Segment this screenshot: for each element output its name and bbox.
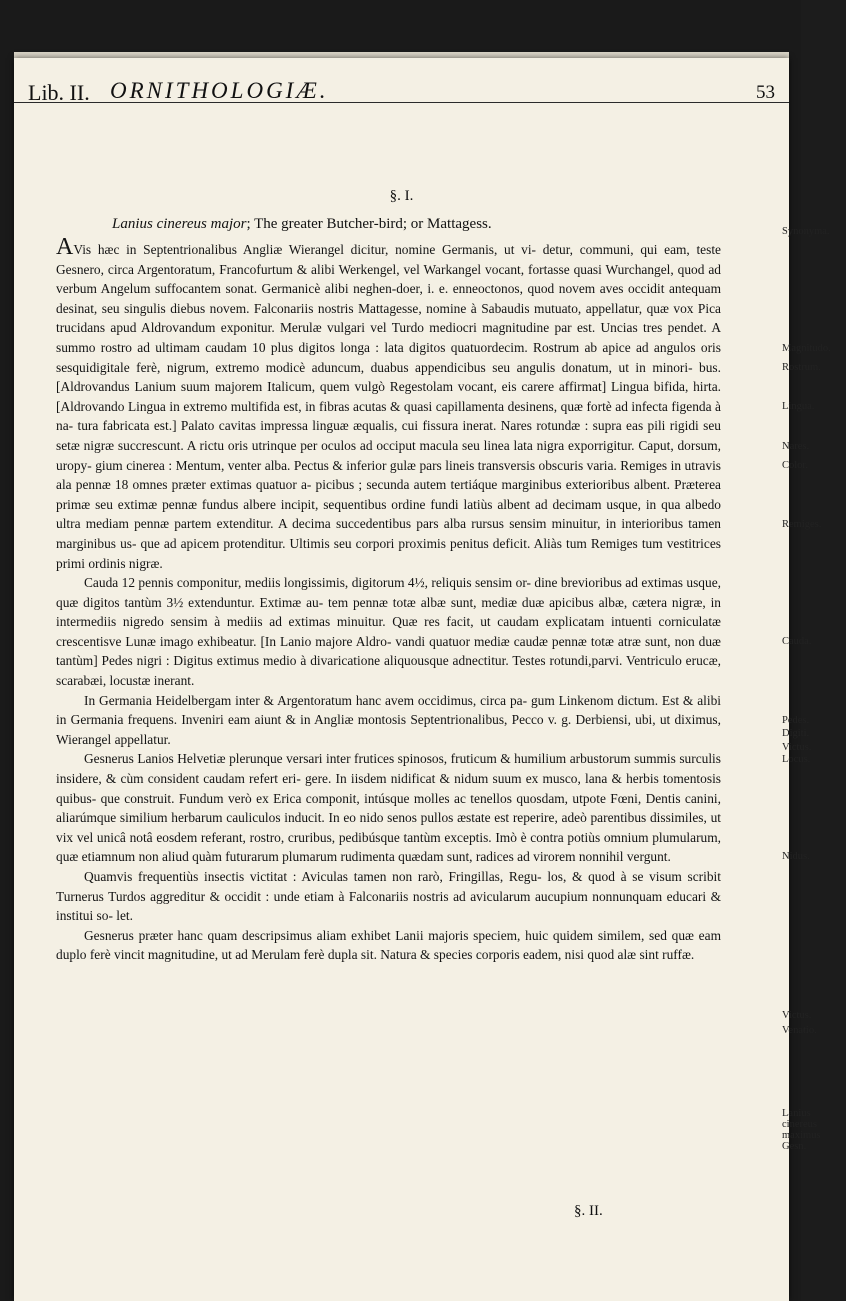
next-section-number: §. II. xyxy=(574,1203,603,1219)
paragraph-food: Quamvis frequentiùs insectis victitat : Aviculas tamen non rarò, Fringillas, Regu- los, & quod à se visum scribit Turnerus Turdos aggreditur & occidit : unde etiam à Falconariis nostris ad avicularum aucupium nonnunquam educari & institui so- let. xyxy=(56,869,721,924)
paragraph-description: AVis hæc in Septentrionalibus Angliæ Wierangel dicitur, nomine Germanis, ut vi- detur, communi, qui eam, teste Gesnero, circa Argentoratum, Francofurtum & alibi Werkengel, vel Warkangel vocant, fortasse quasi Wurchangel, quod ad verbum Angelum suffocantem sonat. Germanicè alibi neghen-doer, i. e. enneoctonos, quod novem aves occidit antequam desinat, seu singulis diebus novem. Falconariis nostris Mattagesse, nomine à Sabaudis mutuato, appellatur, quæ vox Pica trucidans apud Aldrovandum exponitur. Merulæ vulgari vel Turdo mediocri magnitudine par est. Uncias tres pendet. A summo rostro ad ultimam caudam 10 plus digitos longa : lata digitos quatuordecim. Rostrum ab apice ad angulos oris sesquidigitale ferè, nigrum, extremo modicè aduncum, duabus appendicibus seu angulis donatum, ut in minori- bus. [Aldrovandus Lanium suum majorem Italicum, quem vulgò Regestolam vocant, eis carere affirmat] Lingua bifida, hirta. [Aldrovando Lingua in extremo multifida est, in fibras acutas & quasi capillamenta desinens, quæ fortè ad infecta figenda à na- tura fabricata est.] Palato cavitas impressa linguæ æqualis, cui fissura inerat. Nares rotundæ : supra eas pili rigidi seu setæ nigræ succrescunt. A rictu oris utrinque per oculos ad occiput macula seu linea lata nigra exporrigitur. Caput, dorsum, uropy- gium cinerea : Mentum, venter alba. Pectus & inferior gulæ pars lineis transversis obscuris varia. Remiges in utravis ala pennæ 18 omnes præter extimas quatuor a- picibus ; secunda autem tertiáque marginibus exterioribus albent. Præterea primæ seu extimæ pennæ fundus albere incipit, sequentibus ordine fundi latiùs albent ad decimam usque, in qua albedo ultra mediam pennæ partem extenditur. A decima succedentibus pars alba rursus sensim minuitur, in interioribus tamen marginibus us- que ad apicem protenditur. Ultimis seu corpori proximis penitus deficit. Aliàs tum Remiges tum vestitrices primi ordinis nigræ. xyxy=(56,234,721,571)
paragraph-species: Gesnerus præter hanc quam descripsimus aliam exhibet Lanii majoris speciem, huic quidem similem, sed quæ eam duplo ferè vincit magnitudine, ut ad Merulam ferè dupla sit. Natura & species corporis eadem, nisi quod alæ sint ruffæ. xyxy=(56,927,721,963)
body-text xyxy=(56,234,721,965)
margin-note: Rostrum. xyxy=(782,362,821,373)
margin-note: Locus. xyxy=(782,754,811,765)
heading-latin-name: Lanius cinereus major xyxy=(112,216,247,232)
margin-note: Magnitudo. xyxy=(782,343,831,354)
margin-note: Victus. xyxy=(782,1010,812,1021)
paragraph-location: In Germania Heidelbergam inter & Argentoratum hanc avem occidimus, circa pa- gum Linkenom dictum. Est & alibi in Germania frequens. Inveniri eam aiunt & in Angliæ montosis Septentrionalibus, Pecco v. g. Derbiensi, ubi, ut diximus, Wierangel appellatur. xyxy=(56,692,721,747)
heading-english-name: ; The greater Butcher-bird; or Mattagess. xyxy=(246,216,492,232)
page-number: 53 xyxy=(756,82,775,103)
section-number: §. I. xyxy=(389,188,414,204)
running-head xyxy=(14,66,789,103)
paragraph-nest: Gesnerus Lanios Helvetiæ plerunque versari inter frutices spinosos, fruticum & humilium arbustorum summis surculis insidere, & cùm consident caudam refert eri- gere. In iisdem nidificat & nidum suum ex musco, lana & herbis tomentosis quibus- que construit. Fundum verò ex Erica componit, intúsque molles ac tenellos quosdam, utpote Fœni, Dentis canini, aliarúmque similium herbarum cauliculos inducit. In eo nido senos pullos æstate est reperire, adeò parentibus dissimiles, ut vix vel unicâ notâ eosdem referant, rostro, cruribus, pedibúsque tantùm exceptis. Imò è contra potiùs omnium plumularum, quæ etiamnum non aliud quàm futurarum plumarum rudimenta quædam sunt, radices ad virorem nonnihil vergunt. xyxy=(56,751,721,865)
margin-note: Cauda. xyxy=(782,636,812,647)
book-title: ORNITHOLOGIÆ. xyxy=(110,78,329,103)
margin-note: Lingua. xyxy=(782,401,815,412)
book-number: Lib. II. xyxy=(28,80,90,105)
book-page xyxy=(14,58,831,1301)
margin-note: Synonyma. xyxy=(782,226,830,237)
margin-note: Digiti. xyxy=(782,728,810,739)
margin-note: Color. xyxy=(782,460,808,471)
margin-note: Pedes. xyxy=(782,715,810,726)
paragraph-tail: Cauda 12 pennis componitur, mediis longissimis, digitorum 4½, reliquis sensim or- dine brevioribus ad extimas usque, quæ digitos tantùm 3½ extenduntur. Extimæ au- tem pennæ totæ albæ sunt, mediæ duæ apicibus albæ, cætera nigræ, in intermediis nigredo sensim à mediis ad extimas minuitur. Quæ res facit, ut caudam explicatam intuenti corniculatæ crescentisve Lunæ imago exhibeatur. [In Lanio majore Aldro- vandi quatuor mediæ caudæ pennæ totæ atræ sunt, non duæ tantùm] Pedes nigri : Digitus extimus medio à divaricatione aliquousque adnectitur. Testes rotundi,parvi. Ventriculo erucæ, scarabæi, locustæ inerant. xyxy=(56,575,721,689)
section-heading xyxy=(112,216,712,233)
margin-note: Lanius cinereus maximus Gesn. xyxy=(782,1108,821,1152)
margin-note: Remiges. xyxy=(782,519,822,530)
margin-note: Nares. xyxy=(782,441,810,452)
margin-note: Victus. xyxy=(782,742,812,753)
margin-note: Venatio. xyxy=(782,1025,817,1036)
margin-note: Nidus. xyxy=(782,851,810,862)
